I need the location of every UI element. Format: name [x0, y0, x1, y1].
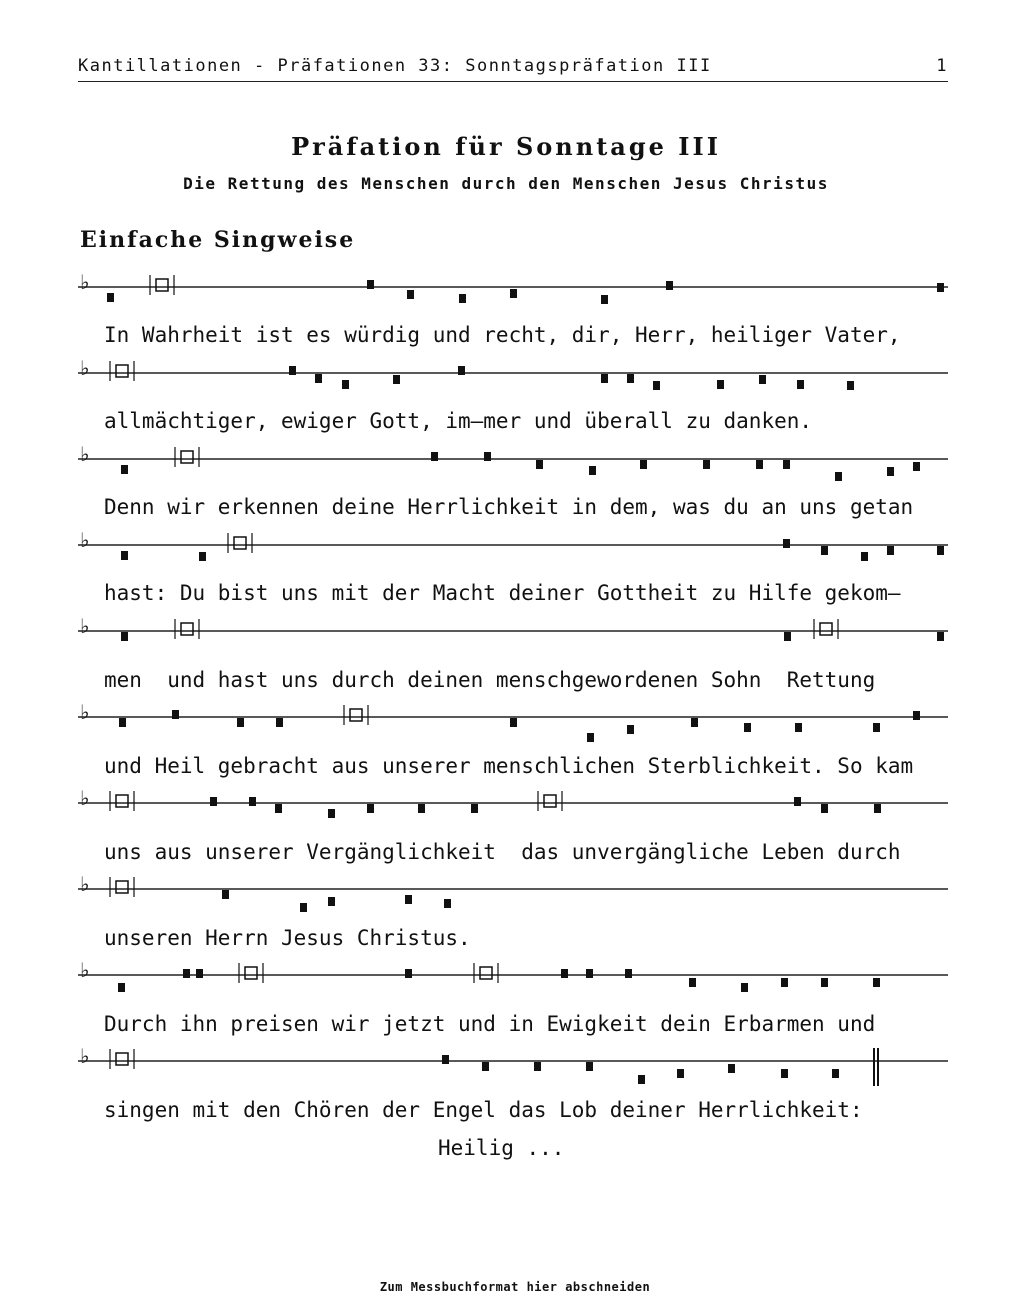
- chant-box-note: [116, 795, 128, 807]
- flat-sign: ♭: [80, 700, 90, 724]
- cut-note: Zum Messbuchformat hier abschneiden: [379, 1280, 651, 1294]
- chant-box-note: [544, 795, 556, 807]
- chant-box-note: [181, 451, 193, 463]
- chant-note: [874, 804, 881, 813]
- chant-note: [367, 280, 374, 289]
- lyric-line-10: singen mit den Chören der Engel das Lob deiner Herrlichkeit:: [104, 1098, 863, 1122]
- chant-note: [510, 718, 517, 727]
- flat-sign: ♭: [80, 614, 90, 638]
- chant-note: [196, 969, 203, 978]
- chant-note: [835, 472, 842, 481]
- chant-note: [797, 380, 804, 389]
- chant-box-note: [820, 623, 832, 635]
- page-title: Präfation für Sonntage III: [291, 132, 721, 161]
- chant-note: [458, 366, 465, 375]
- chant-note: [794, 797, 801, 806]
- chant-box-note: [181, 623, 193, 635]
- flat-sign: ♭: [80, 356, 90, 380]
- chant-note: [586, 969, 593, 978]
- chant-note: [783, 460, 790, 469]
- chant-box-note: [234, 537, 246, 549]
- chant-note: [821, 546, 828, 555]
- chant-note: [118, 983, 125, 992]
- chant-note: [586, 1062, 593, 1071]
- chant-note: [783, 539, 790, 548]
- chant-box-note: [116, 881, 128, 893]
- chant-note: [328, 809, 335, 818]
- chant-note: [431, 452, 438, 461]
- lyric-line-6: und Heil gebracht aus unserer menschlichen Sterblichkeit. So kam: [104, 754, 914, 778]
- flat-sign: ♭: [80, 270, 90, 294]
- chant-box-note: [245, 967, 257, 979]
- lyric-line-8: unseren Herrn Jesus Christus.: [104, 926, 471, 950]
- chant-note: [589, 466, 596, 475]
- chant-note: [784, 632, 791, 641]
- lyric-line-5: men und hast uns durch deinen menschgewordenen Sohn Rettung: [104, 668, 876, 692]
- chant-note: [937, 632, 944, 641]
- chant-note: [601, 374, 608, 383]
- chant-note: [536, 460, 543, 469]
- lyric-line-1: In Wahrheit ist es würdig und recht, dir, Herr, heiliger Vater,: [104, 323, 901, 347]
- chant-note: [183, 969, 190, 978]
- chant-note: [587, 733, 594, 742]
- lyric-line-3: Denn wir erkennen deine Herrlichkeit in dem, was du an uns getan: [104, 495, 914, 519]
- chant-note: [471, 804, 478, 813]
- chant-note: [653, 381, 660, 390]
- chant-note: [677, 1069, 684, 1078]
- chant-note: [119, 718, 126, 727]
- chant-note: [913, 711, 920, 720]
- chant-note: [703, 460, 710, 469]
- chant-note: [821, 978, 828, 987]
- chant-note: [300, 903, 307, 912]
- chant-note: [821, 804, 828, 813]
- chant-note: [484, 452, 491, 461]
- chant-note: [510, 289, 517, 298]
- chant-note: [861, 552, 868, 561]
- flat-sign: ♭: [80, 872, 90, 896]
- flat-sign: ♭: [80, 528, 90, 552]
- chant-note: [756, 460, 763, 469]
- chant-note: [741, 983, 748, 992]
- chant-note: [873, 723, 880, 732]
- chant-note: [601, 295, 608, 304]
- chant-note: [638, 1075, 645, 1084]
- chant-note: [172, 710, 179, 719]
- chant-note: [759, 375, 766, 384]
- chant-note: [640, 460, 647, 469]
- chant-note: [887, 546, 894, 555]
- chant-box-note: [156, 279, 168, 291]
- header-title: Kantillationen - Präfationen 33: Sonntagspräfation III: [78, 56, 712, 76]
- chant-note: [627, 374, 634, 383]
- chant-note: [289, 366, 296, 375]
- chant-note: [367, 804, 374, 813]
- flat-sign: ♭: [80, 786, 90, 810]
- chant-note: [534, 1062, 541, 1071]
- chant-note: [249, 797, 256, 806]
- chant-note: [689, 978, 696, 987]
- chant-note: [832, 1069, 839, 1078]
- chant-note: [873, 978, 880, 987]
- chant-note: [393, 375, 400, 384]
- chant-note: [717, 380, 724, 389]
- flat-sign: ♭: [80, 442, 90, 466]
- chant-box-note: [116, 365, 128, 377]
- chant-note: [444, 899, 451, 908]
- chant-note: [691, 718, 698, 727]
- chant-note: [418, 804, 425, 813]
- section-heading: Einfache Singweise: [80, 227, 356, 253]
- chant-note: [781, 1069, 788, 1078]
- chant-note: [405, 969, 412, 978]
- chant-note: [315, 374, 322, 383]
- lyric-line-7: uns aus unserer Vergänglichkeit das unvergängliche Leben durch: [104, 840, 901, 864]
- lyric-line-2: allmächtiger, ewiger Gott, im—mer und überall zu danken.: [104, 409, 813, 433]
- chant-note: [407, 290, 414, 299]
- lyric-line-4: hast: Du bist uns mit der Macht deiner Gottheit zu Hilfe gekom—: [104, 581, 901, 605]
- chant-note: [342, 380, 349, 389]
- chant-note: [237, 718, 244, 727]
- chant-note: [222, 890, 229, 899]
- page-subtitle: Die Rettung des Menschen durch den Menschen Jesus Christus: [183, 174, 829, 193]
- chant-note: [728, 1064, 735, 1073]
- chant-note: [744, 723, 751, 732]
- chant-note: [627, 725, 634, 734]
- chant-note: [795, 723, 802, 732]
- chant-note: [459, 294, 466, 303]
- chant-note: [561, 969, 568, 978]
- chant-note: [210, 797, 217, 806]
- chant-note: [887, 467, 894, 476]
- chant-note: [937, 546, 944, 555]
- chant-note: [937, 283, 944, 292]
- chant-note: [913, 462, 920, 471]
- chant-box-note: [480, 967, 492, 979]
- chant-note: [276, 718, 283, 727]
- chant-note: [781, 978, 788, 987]
- chant-box-note: [350, 709, 362, 721]
- chant-note: [442, 1055, 449, 1064]
- chant-note: [121, 465, 128, 474]
- ending-text: Heilig ...: [438, 1136, 565, 1160]
- chant-note: [275, 804, 282, 813]
- chant-note: [328, 897, 335, 906]
- chant-note: [666, 281, 673, 290]
- chant-note: [625, 969, 632, 978]
- chant-note: [847, 381, 854, 390]
- flat-sign: ♭: [80, 958, 90, 982]
- flat-sign: ♭: [80, 1044, 90, 1068]
- chant-note: [482, 1062, 489, 1071]
- lyric-line-9: Durch ihn preisen wir jetzt und in Ewigkeit dein Erbarmen und: [104, 1012, 876, 1036]
- chant-note: [199, 552, 206, 561]
- chant-note: [121, 632, 128, 641]
- page-number: 1: [936, 56, 948, 76]
- chant-note: [107, 293, 114, 302]
- chant-note: [121, 551, 128, 560]
- chant-note: [405, 895, 412, 904]
- chant-box-note: [116, 1053, 128, 1065]
